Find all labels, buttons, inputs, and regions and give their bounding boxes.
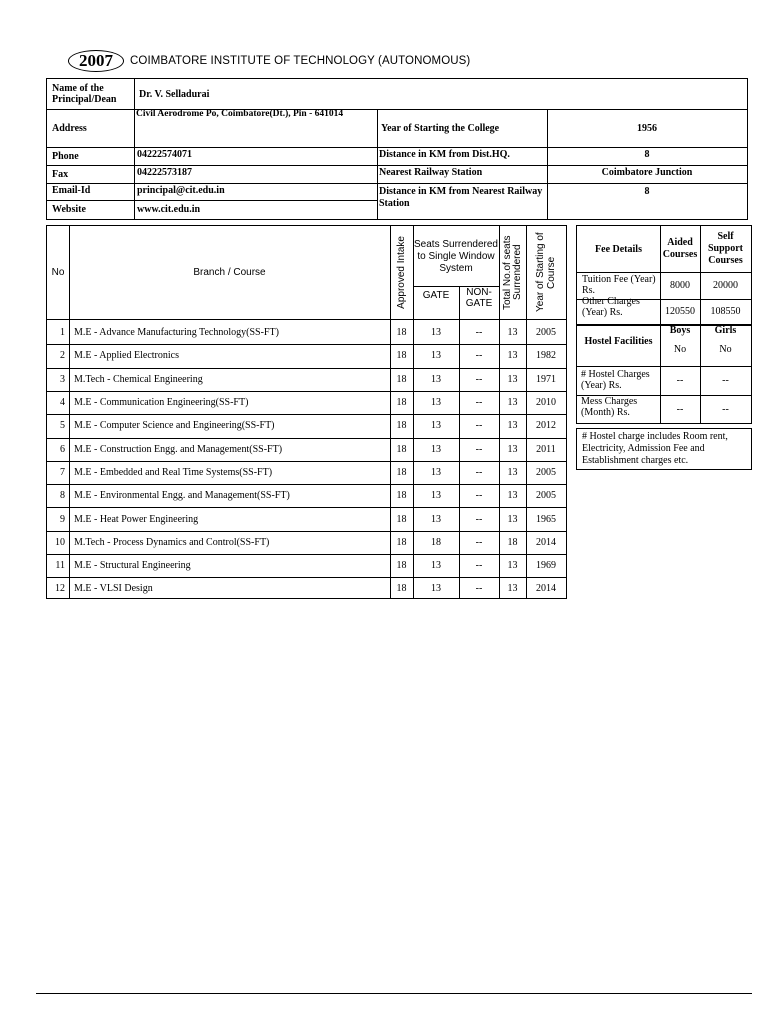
cell-gate: 13 <box>431 420 441 432</box>
cell-no: 9 <box>60 513 65 525</box>
cell-intake: 18 <box>396 443 407 455</box>
cell-gate: 13 <box>431 350 441 362</box>
cell-year: 1971 <box>536 373 556 385</box>
cell-nongate: -- <box>475 373 483 385</box>
cell-nongate: -- <box>475 513 483 525</box>
col-header-nongate: NON-GATE <box>465 287 493 309</box>
col-header-intake: Approved Intake <box>396 236 407 309</box>
address-label: Address <box>52 122 87 134</box>
distance-rail-value: 8 <box>644 185 650 197</box>
cell-no: 3 <box>60 373 65 385</box>
cell-gate: 13 <box>431 583 441 595</box>
col-header-year: Year of Starting of Course <box>535 232 557 313</box>
cell-year: 2014 <box>536 536 556 548</box>
table-row <box>47 531 566 554</box>
cell-intake: 18 <box>396 583 407 595</box>
tuition-label: Tuition Fee (Year) Rs. <box>582 274 656 296</box>
cell-nongate: -- <box>475 560 483 572</box>
cell-gate: 13 <box>431 397 441 409</box>
cell-gate: 13 <box>431 373 441 385</box>
cell-intake: 18 <box>396 490 407 502</box>
table-row <box>47 461 566 484</box>
cell-intake: 18 <box>396 560 407 572</box>
cell-year: 2011 <box>536 443 556 455</box>
cell-year: 1969 <box>536 560 556 572</box>
col-header-gate: GATE <box>422 289 450 301</box>
cell-no: 2 <box>60 350 65 362</box>
boys-value: No <box>673 343 687 355</box>
cell-nongate: -- <box>475 350 483 362</box>
railway-value: Coimbatore Junction <box>601 167 693 178</box>
cell-year: 2012 <box>536 420 556 432</box>
fee-details-table <box>576 225 752 424</box>
college-info-table <box>46 78 748 220</box>
fee-details-header: Fee Details <box>595 243 642 255</box>
cell-intake: 18 <box>396 420 407 432</box>
cell-no: 1 <box>60 327 65 339</box>
self-header: Self Support Courses <box>707 231 743 266</box>
year-start-value: 1956 <box>637 122 657 134</box>
cell-nongate: -- <box>475 327 483 339</box>
cell-branch: M.E - Applied Electronics <box>74 350 179 362</box>
phone-label: Phone <box>52 150 79 162</box>
hostel-charges-girls: -- <box>722 375 729 386</box>
cell-branch: M.E - Advance Manufacturing Technology(SS-FT) <box>74 327 279 339</box>
table-row <box>47 368 566 391</box>
cell-gate: 18 <box>431 536 441 548</box>
girls-value: No <box>719 343 732 355</box>
cell-gate: 13 <box>431 560 441 572</box>
cell-year: 2005 <box>536 327 556 339</box>
cell-intake: 18 <box>396 466 407 478</box>
cell-branch: M.E - Environmental Engg. and Management(SS-FT) <box>74 490 290 502</box>
cell-total: 13 <box>507 373 518 385</box>
cell-total: 13 <box>507 583 518 595</box>
document-header <box>68 49 470 73</box>
phone-value: 04222574071 <box>137 149 192 160</box>
cell-intake: 18 <box>396 327 407 339</box>
cell-no: 4 <box>60 397 65 409</box>
hostel-facilities-label: Hostel Facilities <box>584 335 653 347</box>
table-row <box>47 414 566 437</box>
address-value: Civil Aerodrome Po, Coimbatore(Dt.), Pin - 641014 <box>136 109 344 119</box>
girls-header: Girls <box>714 324 737 336</box>
cell-branch: M.E - Computer Science and Engineering(SS-FT) <box>74 420 275 432</box>
cell-nongate: -- <box>475 397 483 409</box>
cell-no: 10 <box>55 536 65 548</box>
cell-year: 1965 <box>536 513 556 525</box>
cell-total: 18 <box>507 536 518 548</box>
aided-header: Aided Courses <box>662 237 698 260</box>
cell-intake: 18 <box>396 536 407 548</box>
distance-hq-label: Distance in KM from Dist.HQ. <box>379 149 510 160</box>
cell-total: 13 <box>507 420 518 432</box>
cell-total: 13 <box>507 397 518 409</box>
cell-no: 5 <box>60 420 65 432</box>
cell-no: 6 <box>60 443 65 455</box>
hostel-charge-note: # Hostel charge includes Room rent, Electricity, Admission Fee and Establishment charges etc. <box>576 428 752 470</box>
cell-nongate: -- <box>475 420 483 432</box>
boys-header: Boys <box>669 324 691 336</box>
table-row <box>47 391 566 414</box>
cell-gate: 13 <box>431 466 441 478</box>
email-value: principal@cit.edu.in <box>137 184 225 196</box>
cell-total: 13 <box>507 513 518 525</box>
tuition-aided: 8000 <box>670 280 690 291</box>
year-code-badge <box>68 50 124 72</box>
fax-label: Fax <box>52 168 69 180</box>
cell-intake: 18 <box>396 397 407 409</box>
cell-total: 13 <box>507 443 518 455</box>
table-row <box>47 554 566 577</box>
table-row <box>47 344 566 367</box>
mess-charges-label: Mess Charges (Month) Rs. <box>581 396 638 418</box>
table-row <box>47 507 566 530</box>
cell-total: 13 <box>507 466 518 478</box>
cell-branch: M.E - Communication Engineering(SS-FT) <box>74 397 249 409</box>
mess-charges-girls: -- <box>722 403 729 415</box>
cell-branch: M.Tech - Chemical Engineering <box>74 373 203 385</box>
col-header-seats: Seats Surrendered to Single Window System <box>414 239 498 274</box>
hostel-charges-boys: -- <box>676 375 684 386</box>
col-header-total: Total No.of seats Surrendered <box>501 235 523 310</box>
cell-gate: 13 <box>431 490 441 502</box>
table-row <box>47 438 566 461</box>
cell-branch: M.E - Construction Engg. and Management(SS-FT) <box>74 443 283 455</box>
cell-no: 8 <box>60 490 65 502</box>
website-label: Website <box>52 203 86 215</box>
college-title: COIMBATORE INSTITUTE OF TECHNOLOGY (AUTONOMOUS) <box>130 55 471 67</box>
other-charges-label: Other Charges (Year) Rs. <box>582 296 640 318</box>
fax-value: 04222573187 <box>137 167 192 178</box>
cell-nongate: -- <box>475 443 483 455</box>
cell-no: 7 <box>60 466 65 478</box>
distance-hq-value: 8 <box>644 149 650 160</box>
principal-value: Dr. V. Selladurai <box>139 88 210 100</box>
cell-branch: M.Tech - Process Dynamics and Control(SS-FT) <box>74 536 270 548</box>
cell-year: 2005 <box>536 466 556 478</box>
cell-gate: 13 <box>431 513 441 525</box>
cell-branch: M.E - Heat Power Engineering <box>74 513 199 525</box>
cell-intake: 18 <box>396 373 407 385</box>
table-row <box>47 484 566 507</box>
cell-intake: 18 <box>396 513 407 525</box>
cell-gate: 13 <box>431 327 441 339</box>
cell-branch: M.E - Embedded and Real Time Systems(SS-FT) <box>74 466 273 478</box>
other-aided: 120550 <box>665 306 695 317</box>
railway-label: Nearest Railway Station <box>379 167 483 178</box>
hostel-charges-label: # Hostel Charges (Year) Rs. <box>581 369 650 391</box>
cell-year: 1982 <box>536 350 556 362</box>
cell-nongate: -- <box>475 536 483 548</box>
cell-nongate: -- <box>475 466 483 478</box>
cell-total: 13 <box>507 327 518 339</box>
cell-year: 2014 <box>536 583 556 595</box>
mess-charges-boys: -- <box>676 403 684 415</box>
cell-year: 2010 <box>536 397 556 409</box>
cell-year: 2005 <box>536 490 556 502</box>
table-row <box>47 321 566 344</box>
cell-no: 11 <box>55 560 65 572</box>
email-label: Email-Id <box>52 184 91 196</box>
cell-total: 13 <box>507 490 518 502</box>
cell-gate: 13 <box>431 443 441 455</box>
cell-nongate: -- <box>475 490 483 502</box>
cell-branch: M.E - Structural Engineering <box>74 560 191 572</box>
website-value: www.cit.edu.in <box>137 203 201 215</box>
tuition-self: 20000 <box>713 280 738 291</box>
courses-table <box>46 225 567 599</box>
col-header-branch: Branch / Course <box>193 267 266 278</box>
cell-nongate: -- <box>475 583 483 595</box>
col-header-no: No <box>51 267 65 278</box>
other-self: 108550 <box>710 306 741 317</box>
footer-divider <box>36 993 752 994</box>
distance-rail-label: Distance in KM from Nearest Railway Station <box>379 186 543 209</box>
cell-intake: 18 <box>396 350 407 362</box>
year-start-label: Year of Starting the College <box>381 122 500 134</box>
year-code: 2007 <box>79 51 113 70</box>
cell-total: 13 <box>507 350 518 362</box>
principal-label: Name of the Principal/Dean <box>52 83 117 105</box>
cell-total: 13 <box>507 560 518 572</box>
cell-no: 12 <box>55 583 65 595</box>
cell-branch: M.E - VLSI Design <box>74 583 153 595</box>
table-row <box>47 577 566 600</box>
